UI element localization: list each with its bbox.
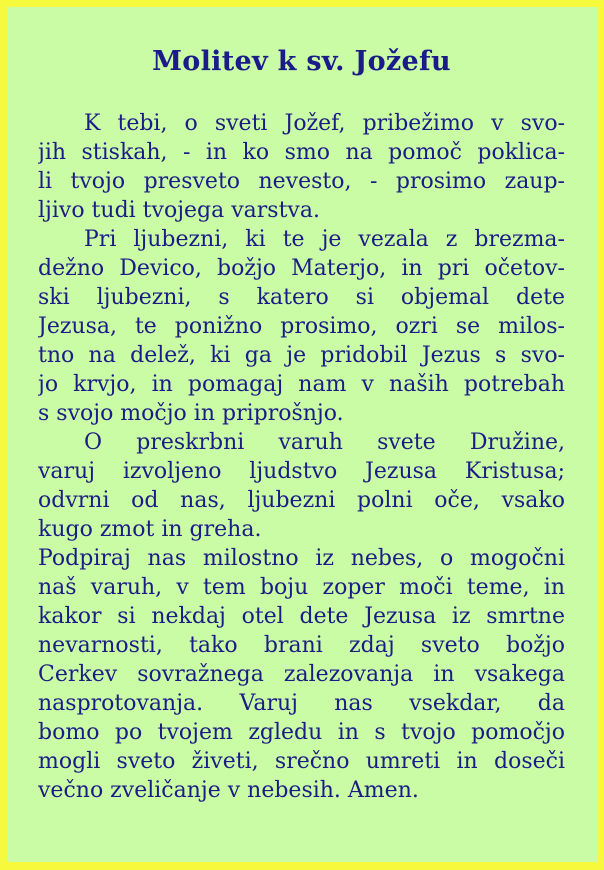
text-line: ljivo tudi tvojega varstva. <box>38 198 320 223</box>
text-line: K tebi, o sveti Jožef, pribežimo v svo- <box>84 111 565 136</box>
prayer-text <box>38 109 565 805</box>
paragraph <box>38 109 565 225</box>
text-line: tno na delež, ki ga je pridobil Jezus s svo- <box>38 343 565 368</box>
text-line: jo krvjo, in pomagaj nam v naših potrebah <box>38 372 565 397</box>
text-line: jih stiskah, - in ko smo na pomoč poklica- <box>38 140 565 165</box>
text-line: naš varuh, v tem boju zoper moči teme, in <box>38 575 565 600</box>
text-line: s svojo močjo in priprošnjo. <box>38 401 344 426</box>
page-title: Molitev k sv. Jožefu <box>152 46 451 77</box>
text-line: Jezusa, te ponižno prosimo, ozri se milos- <box>38 314 565 339</box>
text-line: Cerkev sovražnega zalezovanja in vsakega <box>38 662 565 687</box>
text-line: ski ljubezni, s katero si objemal dete <box>38 285 565 310</box>
paragraph <box>38 544 565 805</box>
text-line: Pri ljubezni, ki te je vezala z brezma- <box>84 227 565 252</box>
text-line: kugo zmot in greha. <box>38 517 262 542</box>
page-background <box>7 7 597 862</box>
text-line: O preskrbni varuh svete Družine, <box>84 430 565 455</box>
text-line: kakor si nekdaj otel dete Jezusa iz smrtne <box>38 604 565 629</box>
text-line: dežno Devico, božjo Materjo, in pri očetov- <box>38 256 565 281</box>
text-line: večno zveličanje v nebesih. Amen. <box>38 778 419 803</box>
text-line: bomo po tvojem zgledu in s tvojo pomočjo <box>38 720 565 745</box>
text-line: nevarnosti, tako brani zdaj sveto božjo <box>38 633 565 658</box>
text-line: mogli sveto živeti, srečno umreti in doseči <box>38 749 565 774</box>
text-line: varuj izvoljeno ljudstvo Jezusa Kristusa; <box>38 459 565 484</box>
text-line: odvrni od nas, ljubezni polni oče, vsako <box>38 488 565 513</box>
paragraph <box>38 428 565 544</box>
paragraph <box>38 225 565 428</box>
text-line: nasprotovanja. Varuj nas vsekdar, da <box>38 691 565 716</box>
text-line: Podpiraj nas milostno iz nebes, o mogočni <box>38 546 565 571</box>
text-line: li tvojo presveto nevesto, - prosimo zaup- <box>38 169 565 194</box>
